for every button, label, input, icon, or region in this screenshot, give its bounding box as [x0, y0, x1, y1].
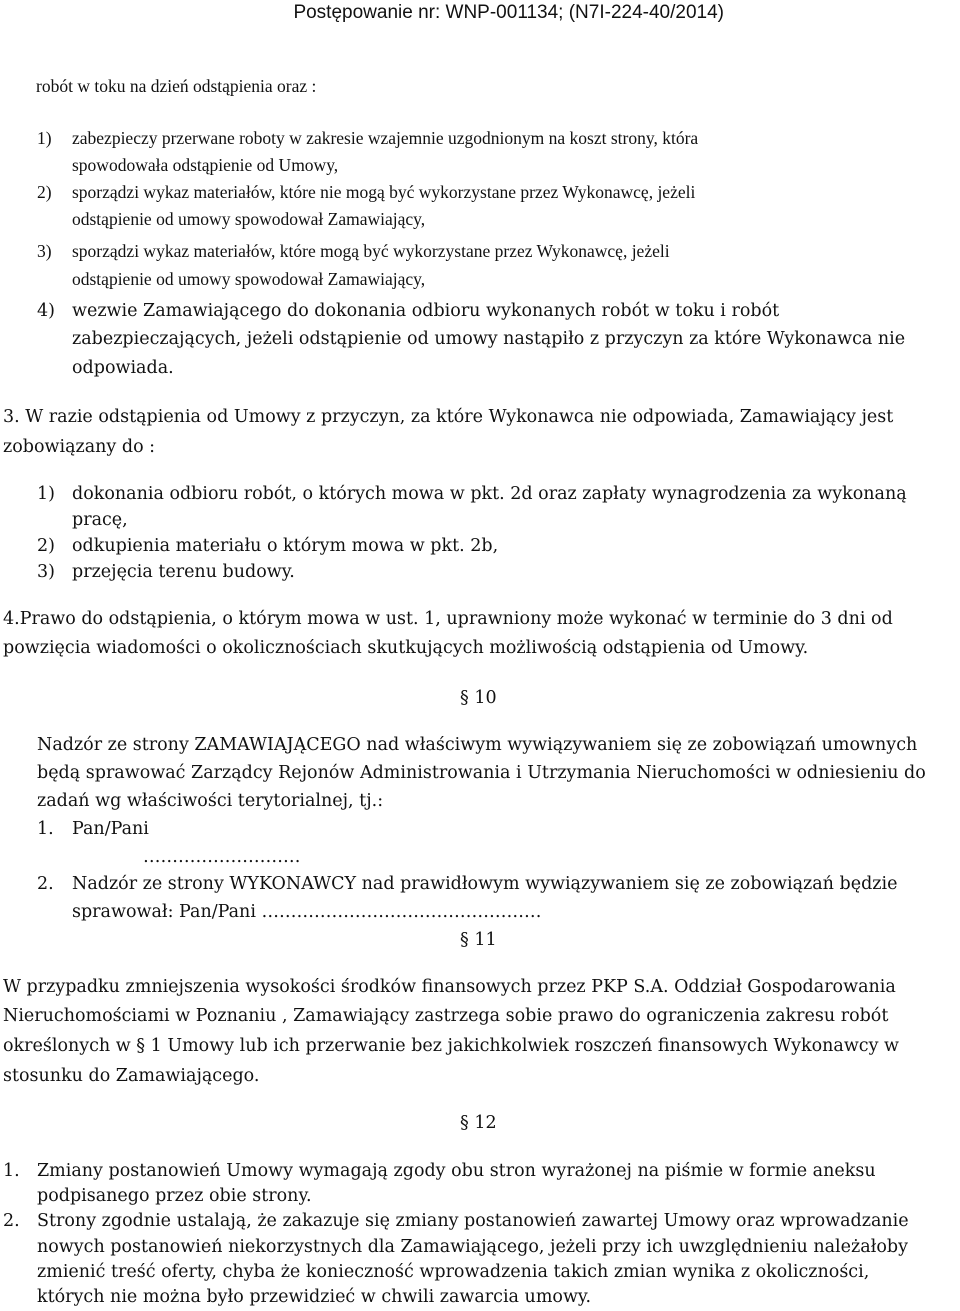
list-b-num-3: 3)	[37, 562, 55, 582]
list-a-num-1: 1)	[37, 128, 52, 148]
section-10-para-line-3: zadań wg właściwości terytorialnej, tj.:	[37, 791, 384, 811]
list-a-item-4-line-2: zabezpieczających, jeżeli odstąpienie od umowy nastąpiło z przyczyn za które Wykonawca nie	[72, 329, 906, 349]
list-a-item-3-line-2: odstąpienie od umowy spowodował Zamawiający,	[72, 269, 426, 289]
section-11-para-line-3: określonych w § 1 Umowy lub ich przerwanie bez jakichkolwiek roszczeń finansowych Wykonawcy w	[3, 1036, 900, 1056]
section-11-para-line-2: Nieruchomościami w Poznaniu , Zamawiający zastrzega sobie prawo do ograniczenia zakresu robót	[3, 1006, 889, 1026]
section-12-item-1-line-1: Zmiany postanowień Umowy wymagają zgody obu stron wyrażonej na piśmie w formie aneksu	[37, 1161, 876, 1181]
section-12-item-1-line-2: podpisanego przez obie strony.	[37, 1186, 312, 1206]
list-a-num-3: 3)	[37, 241, 52, 261]
page-header: Postępowanie nr: WNP-001134; (N7I-224-40/2014)	[293, 2, 724, 23]
list-a-item-1-line-2: spowodowała odstąpienie od Umowy,	[72, 155, 339, 175]
point-3-line-1: 3. W razie odstąpienia od Umowy z przyczyn, za które Wykonawca nie odpowiada, Zamawiający jest	[3, 407, 894, 427]
section-12-item-2-line-3: zmienić treść oferty, chyba że konieczność wprowadzenia takich zmian wynika z okoliczności,	[37, 1262, 870, 1282]
section-11-heading: § 11	[460, 930, 497, 950]
intro-line: robót w toku na dzień odstąpienia oraz :	[36, 76, 317, 96]
section-10-item-1-dots: ………………………	[143, 847, 301, 867]
list-a-item-1-line-1: zabezpieczy przerwane roboty w zakresie wzajemnie uzgodnionym na koszt strony, która	[72, 128, 699, 148]
list-b-item-2: odkupienia materiału o którym mowa w pkt. 2b,	[72, 536, 499, 556]
list-a-item-4-line-1: wezwie Zamawiającego do dokonania odbioru wykonanych robót w toku i robót	[72, 301, 780, 321]
section-12-item-2-line-4: których nie można było przewidzieć w chwili zawarcia umowy.	[37, 1287, 592, 1307]
list-b-item-3: przejęcia terenu budowy.	[72, 562, 295, 582]
list-a-num-4: 4)	[37, 301, 55, 321]
section-11-para-line-1: W przypadku zmniejszenia wysokości środków finansowych przez PKP S.A. Oddział Gospodarowania	[3, 977, 896, 997]
section-12-heading: § 12	[460, 1113, 497, 1133]
section-10-para-line-1: Nadzór ze strony ZAMAWIAJĄCEGO nad właściwym wywiązywaniem się ze zobowiązań umownych	[37, 735, 918, 755]
list-a-item-3-line-1: sporządzi wykaz materiałów, które mogą być wykorzystane przez Wykonawcę, jeżeli	[72, 241, 670, 261]
section-10-item-1-text: Pan/Pani	[72, 819, 149, 839]
list-a-num-2: 2)	[37, 182, 52, 202]
section-12-item-1-num: 1.	[3, 1161, 20, 1181]
section-10-item-2-line-2: sprawował: Pan/Pani …………………………………………	[72, 902, 542, 922]
section-11-para-line-4: stosunku do Zamawiającego.	[3, 1066, 260, 1086]
section-12-item-2-num: 2.	[3, 1211, 20, 1231]
section-12-item-2-line-2: nowych postanowień niekorzystnych dla Zamawiającego, jeżeli przy ich uwzględnieniu należałoby	[37, 1237, 908, 1257]
list-a-item-4-line-3: odpowiada.	[72, 358, 174, 378]
section-10-para-line-2: będą sprawować Zarządcy Rejonów Administrowania i Utrzymania Nieruchomości w odniesieniu do	[37, 763, 926, 783]
section-10-item-2-num: 2.	[37, 874, 54, 894]
list-a-item-2-line-2: odstąpienie od umowy spowodował Zamawiający,	[72, 209, 426, 229]
list-b-num-2: 2)	[37, 536, 55, 556]
list-b-item-1-line-2: pracę,	[72, 510, 128, 530]
section-12-item-2-line-1: Strony zgodnie ustalają, że zakazuje się zmiany postanowień zawartej Umowy oraz wprowadzanie	[37, 1211, 909, 1231]
section-10-item-1-num: 1.	[37, 819, 54, 839]
point-3-line-2: zobowiązany do :	[3, 437, 156, 457]
section-10-heading: § 10	[460, 688, 497, 708]
list-a-item-2-line-1: sporządzi wykaz materiałów, które nie mogą być wykorzystane przez Wykonawcę, jeżeli	[72, 182, 696, 202]
point-4-line-1: 4.Prawo do odstąpienia, o którym mowa w ust. 1, uprawniony może wykonać w terminie do 3 dni od	[3, 609, 893, 629]
list-b-num-1: 1)	[37, 484, 55, 504]
section-10-item-2-line-1: Nadzór ze strony WYKONAWCY nad prawidłowym wywiązywaniem się ze zobowiązań będzie	[72, 874, 898, 894]
list-b-item-1-line-1: dokonania odbioru robót, o których mowa w pkt. 2d oraz zapłaty wynagrodzenia za wykonaną	[72, 484, 907, 504]
point-4-line-2: powzięcia wiadomości o okolicznościach skutkujących możliwością odstąpienia od Umowy.	[3, 638, 809, 658]
